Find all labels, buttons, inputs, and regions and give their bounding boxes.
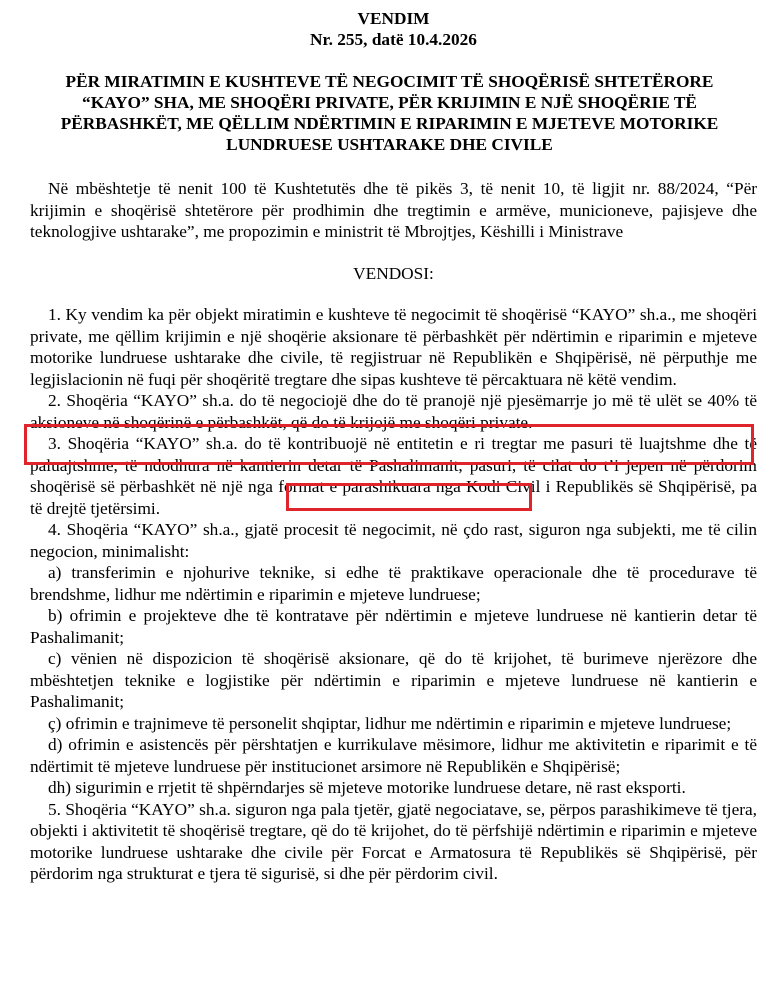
point-4: 4. Shoqëria “KAYO” sh.a., gjatë procesit të negocimit, në çdo rast, siguron nga subjekti, me të cilin negocion, minimalisht: [30,520,757,561]
point-4-b: b) ofrimin e projekteve dhe të kontratave për ndërtimin e mjeteve lundruese në kantierin detar të Pashalimanit; [30,606,757,647]
point-4-dh: dh) sigurimin e rrjetit të shpërndarjes së mjeteve motorike lundruese detare, në rast eksporti. [48,778,686,797]
document-page [30,8,757,885]
point-2: 2. Shoqëria “KAYO” sh.a. do të negociojë dhe do të pranojë një pjesëmarrje jo më të ulët se 40% të aksioneve në shoqërinë e përbashkët, që do të krijojë me shoqëri private. [30,391,757,432]
decision-number: Nr. 255, datë 10.4.2026 [310,30,477,49]
point-3-highlighted-text: kantierin detar të Pashalimanit, [239,455,463,475]
point-1: 1. Ky vendim ka për objekt miratimin e kushteve të negocimit të shoqërisë “KAYO” sh.a., me shoqëri private, me qëllim krijimin e një shoqërie aksionare të përbashkët për ndërtimin e riparimin e mjeteve motorike lundruese ushtarake dhe civile, të regjistruar në Republikën e Shqipërisë, në përputhje me legjislacionin në fuqi për shoqëritë tregtare dhe sipas kushteve të përcaktuara në këtë vendim. [30,305,757,389]
point-4-cc: ç) ofrimin e trajnimeve të personelit shqiptar, lidhur me ndërtimin e riparimin e mjeteve lundruese; [48,713,732,733]
point-4-d: d) ofrimin e asistencës për përshtatjen e kurrikulave mësimore, lidhur me aktivitetin e riparimit e të ndërtimit të mjeteve lundruese për institucionet arsimore në Republikën e Shqipërisë; [30,735,757,776]
point-4-a: a) transferimin e njohurive teknike, si edhe të praktikave operacionale dhe të procedurave të brendshme, lidhur me ndërtimin e riparimin e mjeteve lundruese; [30,563,757,604]
decision-subject: PËR MIRATIMIN E KUSHTEVE TË NEGOCIMIT TË SHOQËRISË SHTETËRORE “KAYO” SHA, ME SHOQËRI PRIVATE, PËR KRIJIMIN E NJË SHOQËRIE TË PËRBASHKËT, ME QËLLIM NDËRTIMIN E RIPARIMIN E MJETEVE MOTORIKE LUNDRUESE USHTARAKE DHE CIVILE [60,72,719,154]
point-3-text-start: 3. Shoqëria “KAYO” sh.a. do të kontribuojë në entitetin e ri tregtar me pasuri të luajtshme dhe të paluajtshme, të ndodhura në [30,434,757,475]
point-3-text-end: pasuri, të cilat do t’i jepen në përdorim shoqërisë së përbashkët në një nga format e parashikuara nga Kodi Civil i Republikës së Shqipërisë, pa të drejtë tjetërsimi. [30,455,757,518]
decision-title: VENDIM [357,9,430,28]
point-4-c: c) vënien në dispozicion të shoqërisë aksionare, që do të krijohet, të burimeve njerëzore dhe mbështetjen teknike e logjistike për ndërtimin e riparimin e mjeteve lundruese në kantierin e Pashalimanit; [30,649,757,711]
point-5: 5. Shoqëria “KAYO” sh.a. siguron nga pala tjetër, gjatë negociatave, se, përpos parashikimeve të tjera, objekti i aktivitetit të shoqërisë tregtare, që do të krijohet, do të përfshijë ndërtimin e riparimin e mjeteve motorike lundruese ushtarake dhe civile për Forcat e Armatosura të Republikës së Shqipërisë, për përdorim nga strukturat e tjera të sigurisë, si dhe për përdorim civil. [30,799,757,883]
point-3 [30,433,757,519]
decides-heading: VENDOSI: [353,263,434,283]
legal-basis-paragraph: Në mbështetje të nenit 100 të Kushtetutës dhe të pikës 3, të nenit 10, të ligjit nr. 88/2024, “Për krijimin e shoqërisë shtetërore për prodhimin dhe tregtimin e armëve, municioneve, pajisjeve dhe teknologjive ushtarake”, me propozimin e ministrit të Mbrojtjes, Këshilli i Ministrave [30,179,757,241]
